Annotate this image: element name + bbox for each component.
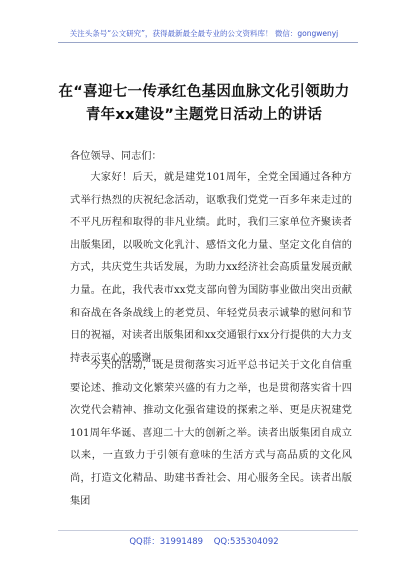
footer-qq: QQ:535304092 bbox=[213, 537, 279, 547]
header-note: 关注头条号“公文研究”，获得最新最全最专业的公文资料库！ 微信：gongwenyj bbox=[69, 29, 339, 38]
salutation: 各位领导、同志们： bbox=[70, 151, 162, 162]
header-divider bbox=[58, 42, 358, 43]
footer-qq-group: QQ群：31991489 bbox=[129, 537, 204, 547]
footer bbox=[0, 535, 408, 547]
paragraph-2: 今天的活动，既是贯彻落实习近平总书记关于文化自信重要论述、推动文化繁荣兴盛的有力之举，也是贯彻落实省十四次党代会精神、推动文化强省建设的探索之举、更是庆祝建党101周年华诞、喜迎二十大的创新之举。读者出版集团自成立以来，一直致力于引领有意味的生活方式与高品质的文化风尚，打造文化精品、助建书香社会、用心服务全民。读者出版集团 bbox=[70, 360, 352, 507]
paragraph-1: 大家好！后天，就是建党101周年，全党全国通过各种方式举行热烈的庆祝纪念活动，讴歌我们党党一百多年来走过的不平凡历程和取得的非凡业绩。此时，我们三家单位齐聚读者出版集团，以吸吮文化乳汁、感悟文化力量、坚定文化自信的方式，共庆党生共话发展，为助力xx经济社会高质量发展贡献力量。在此，我代表市xx党支部向曾为国防事业做出突出贡献和奋战在各条战线上的老党员、年轻党员表示诚挚的慰问和节日的祝福，对读者出版集团和xx交通银行xx分行提供的大力支持表示衷心的感谢。 bbox=[70, 172, 352, 364]
document-title: 在“喜迎七一传承红色基因血脉文化引领助力青年xx建设”主题党日活动上的讲话 bbox=[58, 84, 350, 123]
footer-divider bbox=[58, 530, 358, 531]
